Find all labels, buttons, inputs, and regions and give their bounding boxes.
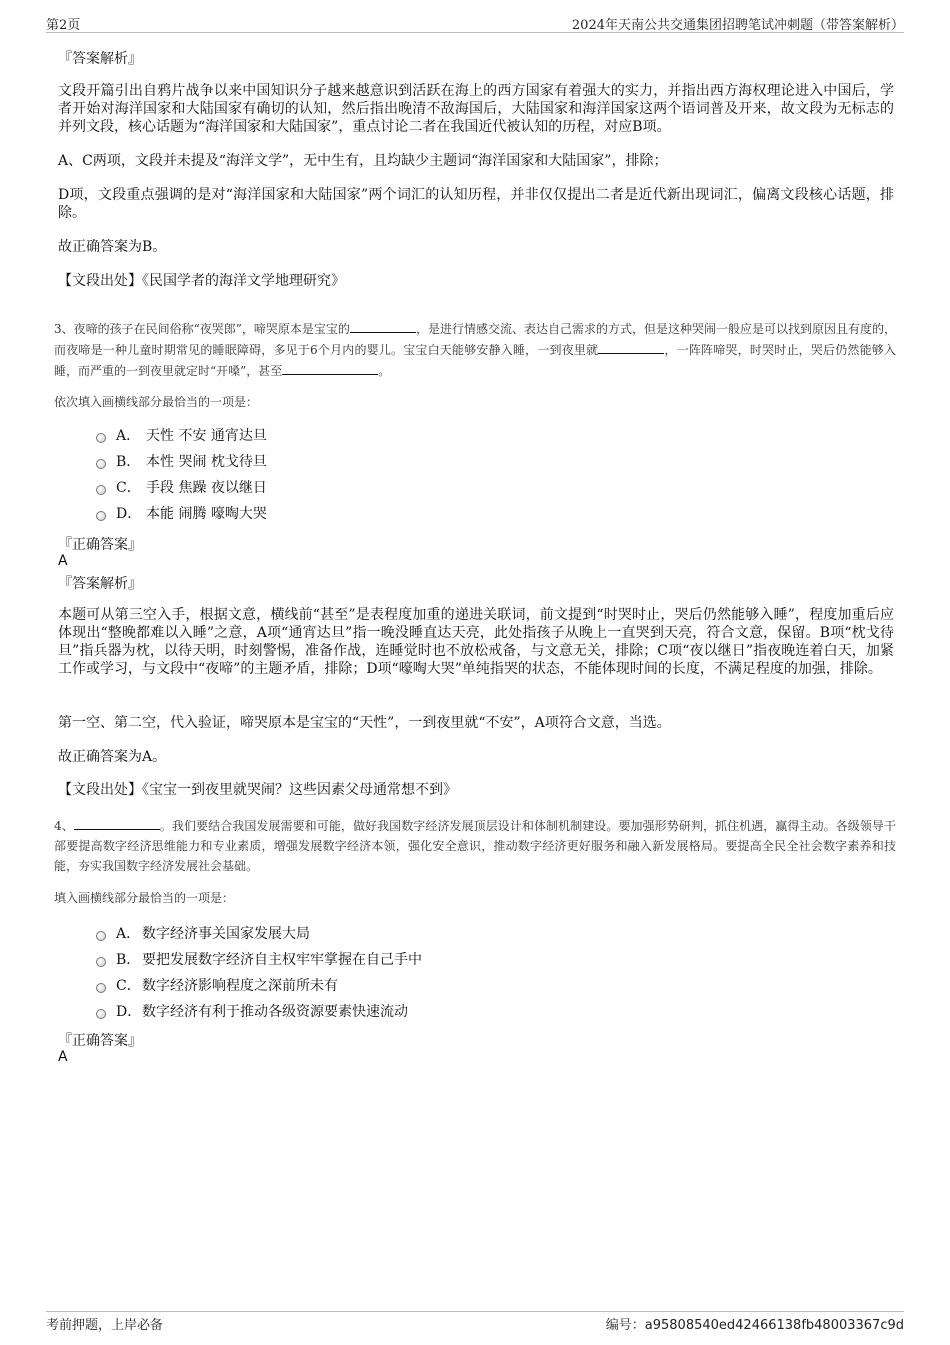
q3-option-c[interactable]: C． 手段 焦躁 夜以继日 (96, 478, 267, 498)
blank-3 (282, 360, 378, 375)
answer-conclusion: 故正确答案为A。 (58, 749, 167, 765)
document-code: 编号：a95808540ed42466138fb48003367c9d (605, 1318, 904, 1333)
q4-option-d[interactable]: D． 数字经济有利于推动各级资源要素快速流动 (96, 1002, 408, 1022)
analysis-paragraph: 第一空、第二空，代入验证，啼哭原本是宝宝的“天性”，一到夜里就“不安”，A项符合文意，当选。 (58, 715, 671, 731)
radio-icon[interactable] (96, 433, 106, 443)
radio-icon[interactable] (96, 957, 106, 967)
analysis-paragraph: 文段开篇引出自鸦片战争以来中国知识分子越来越意识到活跃在海上的西方国家有着强大的实力，并指出西方海权理论进入中国后，学者开始对海洋国家和大陆国家有确切的认知，然后指出晚清不敌海国后，大陆国家和海洋国家这两个语词普及开来，故文段为无标志的并列文段，核心话题为“海洋国家和大陆国家”，重点讨论二者在我国近代被认知的历程，对应B项。 (58, 83, 894, 135)
radio-icon[interactable] (96, 511, 106, 521)
blank-1 (74, 815, 160, 830)
q4-option-a[interactable]: A． 数字经济事关国家发展大局 (96, 924, 310, 944)
q3-option-d[interactable]: D． 本能 闹腾 嚎啕大哭 (96, 504, 267, 524)
footer-slogan: 考前押题，上岸必备 (46, 1318, 164, 1333)
page-number: 第2页 (46, 18, 81, 33)
radio-icon[interactable] (96, 485, 106, 495)
analysis-paragraph: 本题可从第三空入手，根据文意，横线前“甚至”是表程度加重的递进关联词，前文提到“时哭时止，哭后仍然能够入睡”，程度加重后应体现出“整晚都难以入睡”之意，A项“通宵达旦”指一晚没睡直达天亮，此处指孩子从晚上一直哭到天亮，符合文意，保留。B项“枕戈待旦”指兵器为枕，以待天明，时刻警惕，准备作战，连睡觉时也不放松戒备，与文意无关，排除；C项“夜以继日”指夜晚连着白天，加紧工作或学习，与文段中“夜啼”的主题矛盾，排除；D项“嚎啕大哭”单纯指哭的状态，不能体现时间的长度，不满足程度的加强，排除。 (58, 607, 894, 677)
question-4-prompt: 填入画横线部分最恰当的一项是： (54, 891, 235, 905)
analysis-paragraph: A、C两项，文段并未提及“海洋文学”，无中生有，且均缺少主题词“海洋国家和大陆国家”，排除； (58, 153, 668, 169)
blank-1 (350, 318, 416, 333)
analysis-label: 『答案解析』 (58, 576, 142, 592)
correct-answer-label: 『正确答案』 (58, 537, 142, 553)
question-4-text: 4、 。我们要结合我国发展需要和可能，做好我国数字经济发展顶层设计和体制机制建设。要加强形势研判，抓住机遇，赢得主动。各级领导干部要提高数字经济思维能力和专业素质，增强发展数字经济本领，强化安全意识，推动数字经济更好服务和融入新发展格局。要提高全民全社会数字素养和技能，夯实我国数字经济发展社会基础。 (54, 815, 896, 876)
correct-answer: A (58, 553, 68, 569)
question-3-prompt: 依次填入画横线部分最恰当的一项是： (54, 395, 259, 409)
document-title: 2024年天南公共交通集团招聘笔试冲刺题（带答案解析） (571, 18, 904, 33)
source-citation: 【文段出处】《民国学者的海洋文学地理研究》 (58, 273, 345, 289)
analysis-paragraph: D项，文段重点强调的是对“海洋国家和大陆国家”两个词汇的认知历程，并非仅仅提出二者是近代新出现词汇，偏离文段核心话题，排除。 (58, 187, 894, 221)
question-3-text: 3、夜啼的孩子在民间俗称“夜哭郎”，啼哭原本是宝宝的 ，是进行情感交流、表达自己需求的方式，但是这种哭闹一般应是可以找到原因且有度的，而夜啼是一种儿童时期常见的睡眠障碍，多见于6个月内的婴儿。宝宝白天能够安静入睡，一到夜里就 ，一阵阵啼哭，时哭时止，哭后仍然能够入睡，而严重的一到夜里就定时“开嗓”，甚至 。 (54, 318, 896, 381)
q3-option-a[interactable]: A． 天性 不安 通宵达旦 (96, 426, 267, 446)
q4-option-c[interactable]: C． 数字经济影响程度之深前所未有 (96, 976, 338, 996)
correct-answer: A (58, 1049, 68, 1065)
radio-icon[interactable] (96, 983, 106, 993)
radio-icon[interactable] (96, 459, 106, 469)
q3-option-b[interactable]: B． 本性 哭闹 枕戈待旦 (96, 452, 267, 472)
analysis-label: 『答案解析』 (58, 51, 142, 67)
radio-icon[interactable] (96, 931, 106, 941)
footer-divider (46, 1311, 904, 1312)
source-citation: 【文段出处】《宝宝一到夜里就哭闹？这些因素父母通常想不到》 (58, 782, 457, 798)
radio-icon[interactable] (96, 1009, 106, 1019)
blank-2 (598, 339, 664, 354)
header-divider (46, 32, 904, 33)
q4-option-b[interactable]: B． 要把发展数字经济自主权牢牢掌握在自己手中 (96, 950, 422, 970)
answer-conclusion: 故正确答案为B。 (58, 239, 167, 255)
correct-answer-label: 『正确答案』 (58, 1033, 142, 1049)
